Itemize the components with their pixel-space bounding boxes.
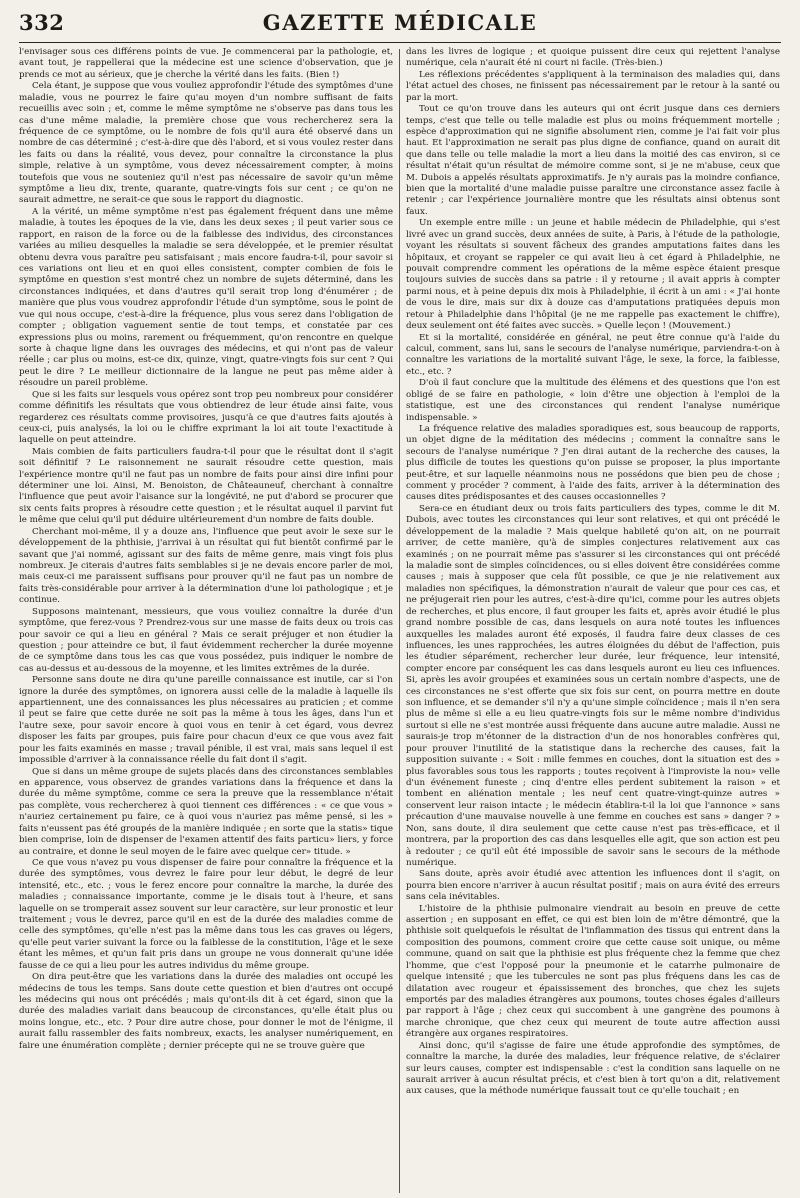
paragraph: On dira peut-être que les variations dans la durée des maladies ont occupé les médecins de tous les temps. Sans doute cette question et bien d'autres ont occupé les médecins qui nous ont précédés ; mais qu'ont-ils dit à cet égard, sinon que la durée des maladies variait dans beaucoup de circonstances, qu'elle était plus ou moins longue, etc., etc. ? Pour dire autre chose, pour donner le mot de l'énigme, il aurait fallu rassembler des faits nombreux, exacts, les analyser numériquement, en faire une énumération complète ; dernier précepte qui ne se trouve guère que [19, 972, 393, 1051]
paragraph: Que si les faits sur lesquels vous opérez sont trop peu nombreux pour considérer comme définitifs les résultats que vous obtiendrez de leur étude ainsi faite, vous regarderez ces résultats comme provisoires, jusqu'à ce que d'autres faits ajoutés à ceux-ci, puis analysés, la loi ou le chiffre exprimant la loi ait toute l'exactitude à laquelle on peut atteindre. [19, 389, 393, 446]
article-columns [19, 47, 781, 1195]
page-header [19, 10, 781, 40]
header-rule [19, 42, 781, 43]
paragraph: Cherchant moi-même, il y a douze ans, l'influence que peut avoir le sexe sur le développement de la phthisie, j'arrivai à un résultat qui fut bientôt confirmé par le savant que j'ai nommé, agissant sur des faits de même genre, mais vingt fois plus nombreux. Je citerais d'autres faits semblables si je ne devais encore parler de moi, mais ceux-ci me paraissent suffisans pour prouver qu'il ne faut pas un nombre de faits très-considérable pour arriver à la détermination d'une loi pathologique ; et je continue. [19, 526, 393, 606]
journal-title: GAZETTE MÉDICALE [262, 10, 538, 35]
right-column [400, 47, 780, 1193]
paragraph: Ce que vous n'avez pu vous dispenser de faire pour connaître la fréquence et la durée des symptômes, vous devrez le faire pour leur début, le degré de leur intensité, etc., etc. ; vous le ferez encore pour connaître la marche, la durée des maladies ; connaissance importante, comme je le disais tout à l'heure, et sans laquelle on se tromperait assez souvent sur leur caractère, sur leur pronostic et leur traitement ; vous le devrez, parce qu'il en est de la durée des maladies comme de celle des symptômes, qu'elle n'est pas la même dans tous les cas graves ou légers, qu'elle peut varier suivant la force ou la faiblesse de la constitution, l'âge et le sexe étant les mêmes, et qu'un fait pris dans un groupe ne vous donnerait qu'une idée fausse de ce qui a lieu pour les autres individus du même groupe. [19, 857, 393, 971]
paragraph: Supposons maintenant, messieurs, que vous vouliez connaître la durée d'un symptôme, que ferez-vous ? Prendrez-vous sur une masse de faits deux ou trois cas pour savoir ce qui a lieu en général ? Mais ce serait préjuger et non étudier la question ; pour atteindre ce but, il faut évidemment rechercher la durée moyenne de ce symptôme dans tous les cas que vous possédez, puis indiquer le nombre de cas au-dessus et au-dessous de la moyenne, et les limites extrêmes de la durée. [19, 606, 393, 674]
paragraph: Sans doute, après avoir étudié avec attention les influences dont il s'agit, on pourra bien encore n'arriver à aucun résultat positif ; mais on aura évité des erreurs sans cela inévitables. [406, 869, 780, 903]
paragraph: D'où il faut conclure que la multitude des élémens et des questions que l'on est obligé de se faire en pathologie, « loin d'être une objection à l'emploi de la statistique, est une des circonstances qui rendent l'analyse numérique indispensable. » [406, 378, 780, 423]
paragraph: Un exemple entre mille : un jeune et habile médecin de Philadelphie, qui s'est livré avec un grand succès, deux années de suite, à Paris, à l'étude de la pathologie, voyant les résultats si souvent fâcheux des grandes amputations faites dans les hôpitaux, et croyant se rappeler ce qui avait lieu à cet égard à Philadelphie, ne pouvait comprendre comment les opérations de la même espèce étaient presque toujours suivies de succès dans sa patrie : il y retourne ; il avait appris à compter parmi nous, et à peine depuis dix mois à Philadelphie, il écrit à un ami : « J'ai honte de vous le dire, mais sur dix à douze cas d'amputations pratiquées depuis mon retour à Philadelphie dans l'hôpital (je ne me rappelle pas exactement le chiffre), deux seulement ont été faites avec succès. » Quelle leçon ! (Mouvement.) [406, 218, 780, 332]
paragraph: Personne sans doute ne dira qu'une pareille connaissance est inutile, car si l'on ignore la durée des symptômes, on ignorera aussi celle de la maladie à laquelle ils appartiennent, une des connaissances les plus nécessaires au praticien ; et comme il peut se faire que cette durée ne soit pas la même à tous les âges, dans l'un et l'autre sexe, pour savoir encore à quoi vous en tenir à cet égard, vous devrez disposer les faits par groupes, puis faire pour chacun d'eux ce que vous avez fait pour les faits examinés en masse ; travail pénible, il est vrai, mais sans lequel il est impossible d'arriver à la connaissance réelle du fait dont il s'agit. [19, 675, 393, 766]
page-number: 332 [19, 10, 65, 35]
paragraph: A la vérité, un même symptôme n'est pas également fréquent dans une même maladie, à toutes les époques de la vie, dans les deux sexes ; il peut varier sous ce rapport, en raison de la force ou de la faiblesse des individus, des circonstances variées au milieu desquelles la maladie se sera développée, et le premier résultat obtenu devra vous paraître peu satisfaisant ; mais encore faudra-t-il, pour savoir si ces variations ont lieu et en quoi elles consistent, compter combien de fois le symptôme en question s'est montré chez un nombre de sujets déterminé, dans les circonstances indiquées, et dans d'autres qu'il serait trop long d'énumérer ; de manière que plus vous voudrez approfondir l'étude d'un symptôme, sous le point de vue qui nous occupe, c'est-à-dire la fréquence, plus vous serez dans l'obligation de compter ; obligation vaguement sentie de tout temps, et constatée par ces expressions plus ou moins, rarement ou fréquemment, qu'on rencontre en quelque sorte à chaque ligne dans les ouvrages des médecins, et qui n'ont pas de valeur réelle ; car plus ou moins, est-ce dix, quinze, vingt, quatre-vingts fois sur cent ? Qui peut le dire ? Le meilleur dictionnaire de la langue ne peut pas même aider à résoudre un pareil problème. [19, 206, 393, 389]
paragraph: dans les livres de logique ; et quoique puissent dire ceux qui rejettent l'analyse numérique, cela n'aurait été ni court ni facile. (Très-bien.) [406, 47, 780, 69]
paragraph: Tout ce qu'on trouve dans les auteurs qui ont écrit jusque dans ces derniers temps, c'est que telle ou telle maladie est plus ou moins fréquemment mortelle ; espèce d'approximation qui ne signifie absolument rien, comme je l'ai fait voir plus haut. Et l'approximation ne serait pas plus digne de confiance, quand on aurait dit que dans telle ou telle maladie la mort a lieu dans la moitié des cas environ, si ce résultat n'était qu'un résultat de mémoire comme sont, si je ne m'abuse, ceux que M. Dubois a appelés résultats approximatifs. Je n'y aurais pas la moindre confiance, bien que la mortalité d'une maladie puisse paraître une circonstance assez facile à retenir ; car l'expérience journalière montre que les résultats ainsi obtenus sont faux. [406, 104, 780, 217]
left-column [19, 47, 399, 1193]
paragraph: Les réflexions précédentes s'appliquent à la terminaison des maladies qui, dans l'état actuel des choses, ne finissent pas nécessairement par le retour à la santé ou par la mort. [406, 69, 780, 103]
paragraph: Cela étant, je suppose que vous vouliez approfondir l'étude des symptômes d'une maladie, vous ne pourrez le faire qu'au moyen d'un nombre suffisant de faits recueillis avec soin ; et, comme le même symptôme ne s'observe pas dans tous les cas d'une même maladie, la première chose que vous rechercherez sera la fréquence de ce symptôme, ou le nombre de fois qu'il aura été observé dans un nombre de cas déterminé ; c'est-à-dire que dès l'abord, et si vous voulez rester dans les faits ou dans la réalité, vous devez, pour connaître la circonstance la plus simple, relative à un symptôme, vous devez nécessairement compter, à moins toutefois que vous ne souteniez qu'il n'est pas nécessaire de savoir qu'un même symptôme a lieu dix, trente, quarante, quatre-vingts fois sur cent ; ce qu'on ne saurait admettre, ne serait-ce que sous le rapport du diagnostic. [19, 81, 393, 206]
paragraph: Ainsi donc, qu'il s'agisse de faire une étude approfondie des symptômes, de connaître la marche, la durée des maladies, leur fréquence relative, de s'éclairer sur leurs causes, compter est indispensable : c'est la condition sans laquelle on ne saurait arriver à aucun résultat précis, et c'est bien à tort qu'on a dit, relativement aux causes, que la méthode numérique faussait tout ce qu'elle touchait ; en [406, 1040, 780, 1097]
paragraph: Mais combien de faits particuliers faudra-t-il pour que le résultat dont il s'agit soit définitif ? Le raisonnement ne saurait résoudre cette question, mais l'expérience montre qu'il ne faut pas un nombre de faits pour ainsi dire infini pour déterminer une loi. Ainsi, M. Benoiston, de Châteauneuf, cherchant à connaître l'influence que peut avoir l'aisance sur la longévité, ne put d'abord se procurer que six cents faits propres à résoudre cette question ; et le résultat auquel il parvint fut le même que celui qu'il put déduire ultérieurement d'un nombre de faits double. [19, 446, 393, 526]
paragraph: La fréquence relative des maladies sporadiques est, sous beaucoup de rapports, un objet digne de la méditation des médecins ; comment la connaître sans le secours de l'analyse numérique ? J'en dirai autant de la recherche des causes, la plus difficile de toutes les questions qu'on puisse se proposer, la plus importante peut-être, et sur laquelle néanmoins nous ne possédons que bien peu de chose ; comment y procéder ? comment, à l'aide des faits, arriver à la détermination des causes dites prédisposantes et des causes occasionnelles ? [406, 423, 780, 503]
paragraph: Et si la mortalité, considérée en général, ne peut être connue qu'à l'aide du calcul, comment, sans lui, sans le secours de l'analyse numérique, parviendra-t-on à connaître les variations de la mortalité suivant l'âge, le sexe, la force, la faiblesse, etc., etc. ? [406, 332, 780, 377]
paragraph: l'envisager sous ces différens points de vue. Je commencerai par la pathologie, et, avant tout, je rappellerai que la médecine est une science d'observation, que je prends ce mot au sérieux, que je cherche la vérité dans les faits. (Bien !) [19, 47, 393, 80]
paragraph: L'histoire de la phthisie pulmonaire viendrait au besoin en preuve de cette assertion ; en supposant en effet, ce qui est bien loin de m'être démontré, que la phthisie soit quelquefois le résultat de l'inflammation des tissus qui entrent dans la composition des poumons, comment croire que cette cause soit unique, ou même commune, quand on sait que la phthisie est plus fréquente chez la femme que chez l'homme, que c'est l'opposé pour la pneumonie et le catarrhe pulmonaire de quelque intensité ; que les tubercules ne sont pas plus fréquens dans les cas de dilatation avec rougeur et épaississement des bronches, que chez les sujets emportés par des maladies étrangères aux poumons, toutes choses égales d'ailleurs par rapport à l'âge ; chez ceux qui succombent à une gangrène des poumons à marche chronique, que chez ceux qui meurent de toute autre affection aussi étrangère aux organes respiratoires. [406, 903, 780, 1040]
paragraph: Que si dans un même groupe de sujets placés dans des circonstances semblables en apparence, vous observez de grandes variations dans la fréquence et dans la durée du même symptôme, comme ce sera la preuve que la ressemblance n'était pas complète, vous rechercherez à quoi tiennent ces différences : « ce que vous » n'auriez certainement pu faire, ce à quoi vous n'auriez pas même pensé, si les » faits n'eussent pas été groupés de la manière indiquée ; en sorte que la statis» tique bien comprise, loin de dispenser de l'examen attentif des faits particu» liers, y force au contraire, et donne le seul moyen de le faire avec quelque cer» titude. » [19, 766, 393, 857]
paragraph: Sera-ce en étudiant deux ou trois faits particuliers des types, comme le dit M. Dubois, avec toutes les circonstances qui leur sont relatives, et qui ont précédé le développement de la maladie ? Mais quelque habileté qu'on ait, on ne pourrait arriver, de cette manière, qu'à de simples conjectures relativement aux cas examinés ; on ne pourrait même pas s'assurer si les circonstances qui ont précédé la maladie sont de simples coïncidences, ou si elles doivent être considérées comme causes ; mais à supposer que cela fût possible, ce que je nie relativement aux maladies non spécifiques, la démonstration n'aurait de valeur que pour ces cas, et ne préjugerait rien pour les autres, c'est-à-dire qu'ici, comme pour les autres objets de recherches, et plus encore, il faut grouper les faits et, après avoir étudié le plus grand nombre possible de cas, dans lesquels on aura noté toutes les influences auxquelles les malades auront été exposés, il faudra faire deux classes de ces influences, les unes rapprochées, les autres éloignées du début de l'affection, puis les étudier séparément, rechercher leur durée, leur fréquence, leur intensité, compter encore par conséquent les cas dans lesquels auront eu lieu ces influences. Si, après les avoir groupées et examinées sous un certain nombre d'aspects, une de ces circonstances ne s'est offerte que six fois sur cent, on pourra mettre en doute son influence, et se demander s'il n'y a qu'une simple coïncidence ; mais il n'en sera plus de même si elle a eu lieu quatre-vingts fois sur le même nombre d'individus surtout si elle ne s'est montrée aussi fréquente dans aucune autre maladie. Aussi ne saurais-je trop m'étonner de la distraction d'un de nos honorables confrères qui, pour prouver l'inutilité de la statistique dans la recherche des causes, fait la supposition suivante : « Soit : mille femmes en couches, dont la situation est des » plus favorables sous tous les rapports ; toutes reçoivent à l'improviste la nou» velle d'un événement funeste ; cinq d'entre elles perdent subitement la raison » et tombent en aliénation mentale ; les neuf cent quatre-vingt-quinze autres » conservent leur raison intacte ; le médecin établira-t-il la loi que l'annonce » sans précaution d'une mauvaise nouvelle à une femme en couches est sans » danger ? » Non, sans doute, il dira seulement que cette cause n'est pas très-efficace, et il montrera, par la proportion des cas dans lesquelles elle agit, que son action est peu à redouter ; ce qu'il eût été impossible de savoir sans le secours de la méthode numérique. [406, 503, 780, 868]
